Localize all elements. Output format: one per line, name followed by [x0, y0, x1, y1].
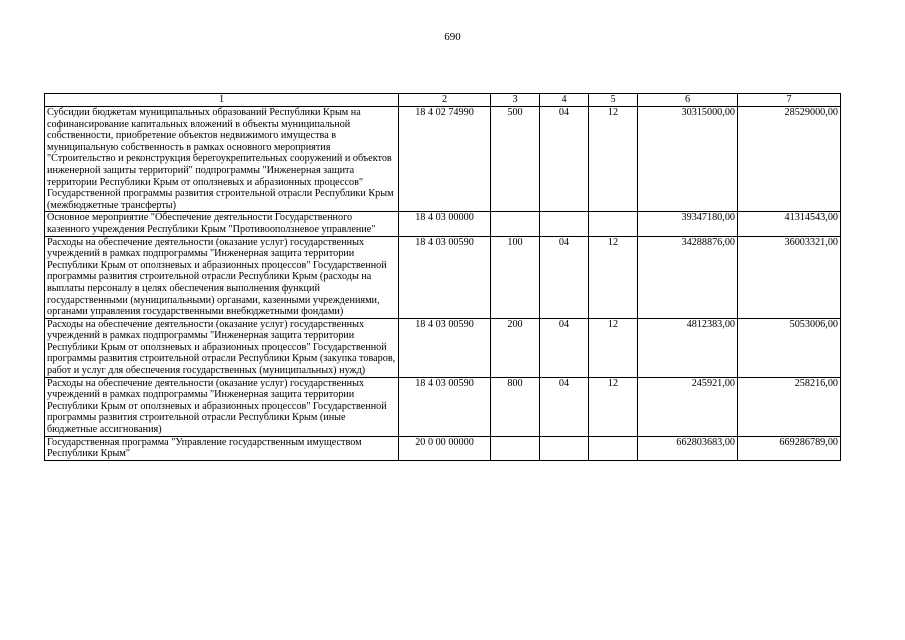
row-target-code: 18 4 03 00000	[399, 212, 491, 236]
row-name: Основное мероприятие "Обеспечение деятельности Государственного казенного учреждения Республики Крым "Противооползневое управление"	[45, 212, 399, 236]
row-expense-type: 500	[491, 107, 540, 212]
table-row	[45, 318, 841, 377]
table-row	[45, 377, 841, 436]
row-amount-1: 662803683,00	[638, 436, 738, 460]
row-section: 04	[540, 377, 589, 436]
row-amount-2: 36003321,00	[738, 236, 841, 318]
header-col-6: 6	[638, 94, 738, 107]
page-number: 690	[444, 31, 461, 43]
row-name: Расходы на обеспечение деятельности (оказание услуг) государственных учреждений в рамках подпрограммы "Инженерная защита территории Республики Крым от оползневых и абразионных процессов" Государственной программы развития строительной отрасли Республики Крым (расходы на выплаты персоналу в целях обеспечения выполнения функций государственными (муниципальными) органами, казенными учреждениями, органами управления государственными внебюджетными фондами)	[45, 236, 399, 318]
row-amount-2: 5053006,00	[738, 318, 841, 377]
row-subsection	[589, 212, 638, 236]
row-target-code: 18 4 03 00590	[399, 318, 491, 377]
header-col-1: 1	[45, 94, 399, 107]
row-expense-type: 800	[491, 377, 540, 436]
table-row	[45, 212, 841, 236]
row-amount-2: 669286789,00	[738, 436, 841, 460]
row-expense-type: 100	[491, 236, 540, 318]
row-amount-2: 41314543,00	[738, 212, 841, 236]
row-target-code: 18 4 03 00590	[399, 236, 491, 318]
row-section	[540, 436, 589, 460]
header-col-4: 4	[540, 94, 589, 107]
row-section: 04	[540, 236, 589, 318]
row-name: Расходы на обеспечение деятельности (оказание услуг) государственных учреждений в рамках подпрограммы "Инженерная защита территории Республики Крым от оползневых и абразионных процессов" Государственной программы развития строительной отрасли Республики Крым (закупка товаров, работ и услуг для обеспечения государственных (муниципальных) нужд)	[45, 318, 399, 377]
row-subsection: 12	[589, 377, 638, 436]
row-name: Субсидии бюджетам муниципальных образований Республики Крым на софинансирование капитальных вложений в объекты муниципальной собственности, приобретение объектов недвижимого имущества в муниципальную собственность в рамках основного мероприятия "Строительство и реконструкция берегоукрепительных сооружений и объектов инженерной защиты территорий" подпрограммы "Инженерная защита территории Республики Крым от оползневых и абразионных процессов" Государственной программы развития строительной отрасли Республики Крым (межбюджетные трансферты)	[45, 107, 399, 212]
row-subsection: 12	[589, 107, 638, 212]
row-amount-1: 39347180,00	[638, 212, 738, 236]
row-amount-2: 28529000,00	[738, 107, 841, 212]
row-target-code: 20 0 00 00000	[399, 436, 491, 460]
header-col-2: 2	[399, 94, 491, 107]
table-row	[45, 107, 841, 212]
row-subsection: 12	[589, 318, 638, 377]
row-name: Государственная программа "Управление государственным имуществом Республики Крым"	[45, 436, 399, 460]
header-row	[45, 94, 841, 107]
row-section: 04	[540, 318, 589, 377]
table-row	[45, 436, 841, 460]
row-amount-2: 258216,00	[738, 377, 841, 436]
row-amount-1: 30315000,00	[638, 107, 738, 212]
row-amount-1: 245921,00	[638, 377, 738, 436]
table-row	[45, 236, 841, 318]
row-amount-1: 34288876,00	[638, 236, 738, 318]
row-target-code: 18 4 02 74990	[399, 107, 491, 212]
row-section: 04	[540, 107, 589, 212]
row-subsection	[589, 436, 638, 460]
row-target-code: 18 4 03 00590	[399, 377, 491, 436]
row-expense-type	[491, 436, 540, 460]
header-col-3: 3	[491, 94, 540, 107]
row-expense-type	[491, 212, 540, 236]
budget-table	[44, 93, 841, 461]
header-col-7: 7	[738, 94, 841, 107]
row-name: Расходы на обеспечение деятельности (оказание услуг) государственных учреждений в рамках подпрограммы "Инженерная защита территории Республики Крым от оползневых и абразионных процессов" Государственной программы развития строительной отрасли Республики Крым (иные бюджетные ассигнования)	[45, 377, 399, 436]
header-col-5: 5	[589, 94, 638, 107]
row-expense-type: 200	[491, 318, 540, 377]
row-section	[540, 212, 589, 236]
row-amount-1: 4812383,00	[638, 318, 738, 377]
row-subsection: 12	[589, 236, 638, 318]
